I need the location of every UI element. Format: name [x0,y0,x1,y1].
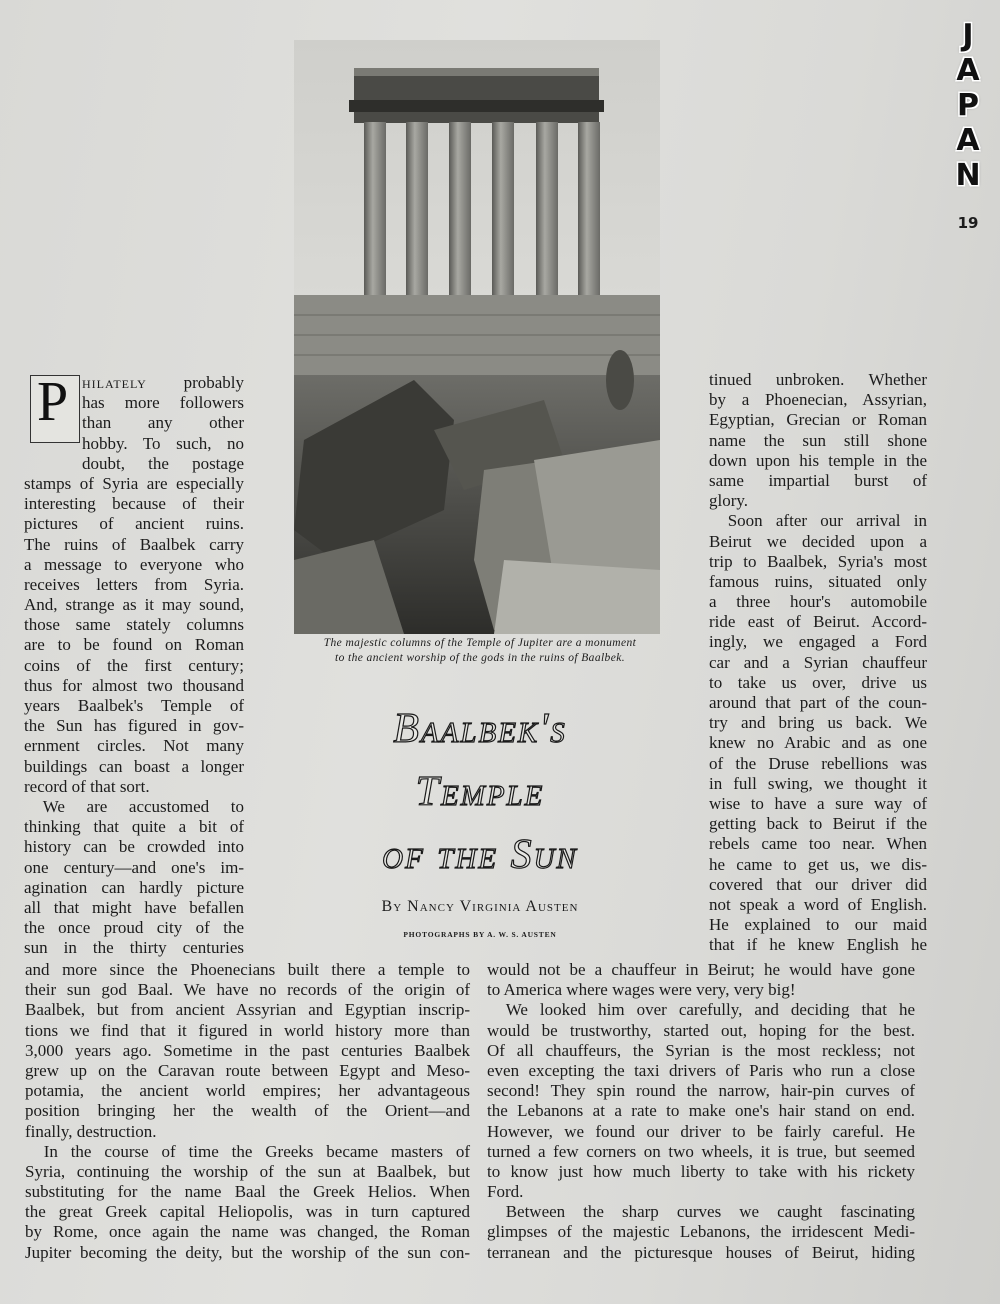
text-line: doubt, the postage [82,453,244,473]
text-line: grew up on the Caravan route between Egypt and Meso- [25,1060,470,1080]
text-line: name the sun still shone [709,430,927,450]
text-line: of the Druse rebellions was [709,753,927,773]
text-line: potamia, the ancient world empires; her advantageous [25,1081,470,1101]
text-line: The ruins of Baalbek carry [24,534,244,554]
text-line: the Sun has figured in gov- [24,716,244,736]
photo-credit: PHOTOGRAPHS BY A. W. S. AUSTEN [403,930,557,939]
text-line: history can be crowded into [24,837,244,857]
text-line: We looked him over carefully, and deciding that he [505,1000,915,1020]
text-line: years Baalbek's Temple of [24,696,244,715]
text-line: are to be found on Roman [24,635,244,655]
section-letter: P [957,88,979,123]
text-line: wise to have a sure way of [709,793,927,813]
text-line: to know just how much liberty to take with his rickety [487,1161,915,1181]
column-right-narrow [709,370,927,955]
text-line: glimpses of the majestic Lebanons, the irridescent Medi- [487,1222,915,1242]
text-line: Baalbek, but from ancient Assyrian and Egyptian inscrip- [25,1000,470,1020]
section-letter: J [962,18,974,53]
text-line: terranean and the picturesque houses of Beirut, hiding [487,1242,915,1262]
text-line: 3,000 years ago. Sometime in the past centuries Baalbek [25,1040,470,1060]
section-header-japan [950,18,986,193]
text-line: the great Greek capital Heliopolis, was in turn captured [25,1202,470,1222]
text-line: Egyptian, Grecian or Roman [709,410,927,430]
text-line: However, we found our driver to be fairly careful. He [487,1121,915,1141]
text-line: try and bring us back. We [709,713,927,733]
article-title-line: of the Sun [382,832,578,878]
text-line: He explained to our maid [709,915,927,935]
text-line: stamps of Syria are especially [24,473,244,493]
section-letter: A [956,53,980,88]
text-line: glory. [709,491,749,511]
text-line: Syria, continuing the worship of the sun at Baalbek, but [25,1161,470,1181]
column-right-wide [487,960,915,1263]
small-caps-lead: hilately [82,373,147,392]
text-line: by Rome, once again the name was changed, the Roman [25,1222,470,1242]
text-line: not speak a word of English. [709,894,927,914]
column-left-narrow [24,373,244,958]
text-line: Of all chauffeurs, the Syrian is the most reckless; not [487,1040,915,1060]
section-letter: N [955,158,981,193]
text-line: their sun god Baal. We have no records of the origin of [25,980,470,1000]
text-line: by a Phoenecian, Assyrian, [709,390,927,410]
text-line: tinued unbroken. Whether [709,370,927,389]
text-line: knew no Arabic and as one [709,733,927,753]
photo-caption [292,636,668,666]
text-line: Between the sharp curves we caught fascinating [505,1202,915,1222]
text-line: substituting for the name Baal the Greek Helios. When [25,1182,470,1202]
text-line: same impartial burst of [709,470,927,490]
text-line: trip to Baalbek, Syria's most [709,551,927,571]
text-line: ingly, we engaged a Ford [709,632,927,652]
text-line: the once proud city of the [24,918,244,938]
byline: By Nancy Virginia Austen [381,898,579,915]
text-line: car and a Syrian chauffeur [709,652,927,672]
section-letter: A [956,123,980,158]
text-line: record of that sort. [24,776,150,796]
drop-cap-letter: P [37,371,69,433]
text-line: position bringing her the wealth of the Orient—and [25,1101,470,1121]
text-line: thinking that quite a bit of [24,817,244,837]
text-line [24,373,244,393]
text-line: ride east of Beirut. Accord- [709,612,927,632]
text-line: turned a few corners on two wheels, it is true, but seemed [487,1141,915,1161]
text-line: around that part of the coun- [709,693,927,712]
text-line: than any other [82,413,244,433]
text-line: interesting because of their [24,494,244,514]
text-line: getting back to Beirut if the [709,814,927,834]
text-line: Jupiter becoming the deity, but the worship of the sun con- [25,1242,470,1262]
text-line: those same stately columns [24,615,244,635]
text-line: that if he knew English he [709,935,927,955]
text-line: would not be a chauffeur in Beirut; he would have gone [487,960,915,979]
text-line: in full swing, we thought it [709,773,927,793]
text-line: pictures of ancient ruins. [24,514,244,534]
text-line: sun in the thirty centuries [24,938,244,958]
text-line: he came to get us, we dis- [709,854,927,874]
article-title-line: Baalbek's [393,706,567,752]
text-line: Beirut we decided upon a [709,531,927,551]
text-line: In the course of time the Greeks became masters of [43,1141,470,1161]
text-line: And, strange as it may sound, [24,595,244,615]
text-line: second! They spin round the narrow, hair-pin curves of [487,1081,915,1101]
page-number: 19 [957,214,979,232]
caption-line: The majestic columns of the Temple of Jupiter are a monument [323,637,637,649]
text-line: hobby. To such, no [82,433,244,453]
text-line: all that might have befallen [24,897,244,917]
text-line: Ford. [487,1182,524,1202]
text-line: to America where wages were very, very big! [487,980,796,1000]
text-line: finally, destruction. [25,1121,157,1141]
text-line: receives letters from Syria. [24,574,244,594]
text-line: tions we find that it figured in world history more than [25,1020,470,1040]
text-line: agination can hardly picture [24,877,244,897]
column-left-wide [25,960,470,1263]
text-line: thus for almost two thousand [24,675,244,695]
text-line: coins of the first century; [24,655,244,675]
temple-photo [294,40,660,634]
text-line: a message to everyone who [24,554,244,574]
text-line: famous ruins, situated only [709,571,927,591]
text-line: We are accustomed to [42,796,244,816]
text-line: even excepting the taxi drivers of Paris who run a close [487,1060,915,1080]
text-line: would be trustworthy, started out, hoping for the best. [487,1020,915,1040]
text-line: and more since the Phoenecians built there a temple to [25,960,470,979]
text-line: buildings can boast a longer [24,756,244,776]
text-line: a three hour's automobile [709,592,927,612]
text-line: to take us over, drive us [709,672,927,692]
article-title-line: Temple [415,769,545,815]
text-line: ernment circles. Not many [24,736,244,756]
text-line: covered that our driver did [709,874,927,894]
caption-line: to the ancient worship of the gods in the ruins of Baalbek. [335,652,625,664]
text-line: has more followers [82,393,244,413]
line-text: probably [146,373,244,392]
text-line: down upon his temple in the [709,450,927,470]
text-line: rebels came too near. When [709,834,927,854]
text-line: the Lebanons at a rate to make one's hair stand on end. [487,1101,915,1121]
text-line: one century—and one's im- [24,857,244,877]
text-line: Soon after our arrival in [727,511,927,531]
